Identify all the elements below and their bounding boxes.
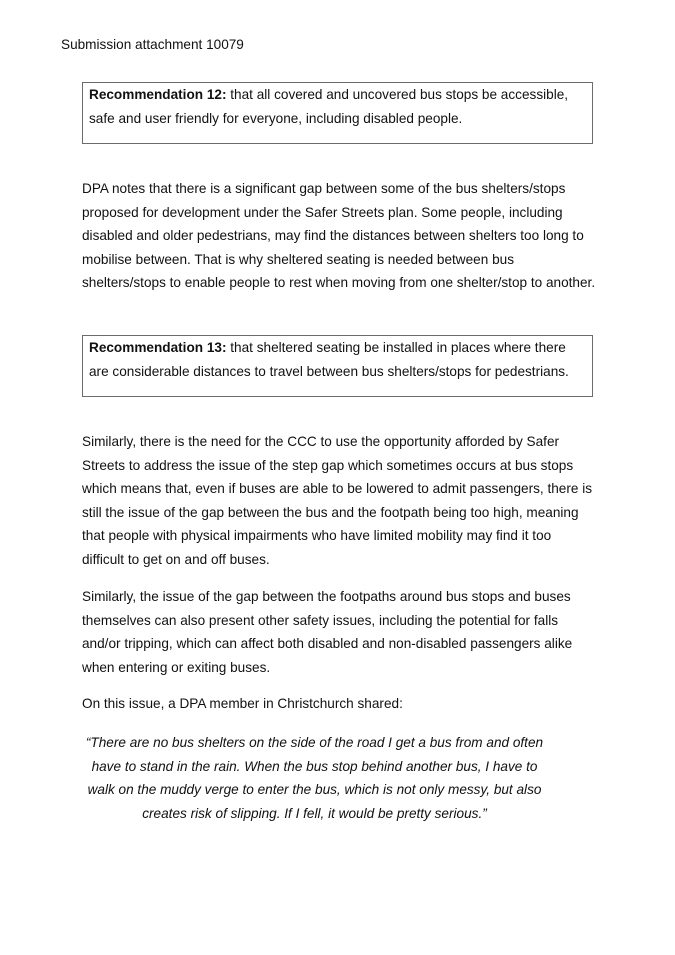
paragraph-shelter-gap: DPA notes that there is a significant gap between some of the bus shelters/stops proposed for development under the Safer Streets plan. Some people, including disabled and older pedestrians, may find the distances between shelters too long to mobilise between. That is why sheltered seating is needed between bus shelters/stops to enable people to rest when moving from one shelter/stop to another. [82,181,596,290]
recommendation-12-body: that all covered and uncovered bus stops be accessible, safe and user friendly for everyone, including disabled people. [89,87,569,126]
paragraph-step-gap: Similarly, there is the need for the CCC to use the opportunity afforded by Safer Streets to address the issue of the step gap which sometimes occurs at bus stops which means that, even if buses are able to be lowered to admit passengers, there is still the issue of the gap between the bus and the footpath being too high, meaning that people with physical impairments who have limited mobility may find it too difficult to get on and off buses. [82,434,593,567]
recommendation-12-text [89,83,586,130]
page-header: Submission attachment 10079 [61,37,244,52]
recommendation-12-lead: Recommendation 12: [89,87,227,102]
recommendation-13-body: that sheltered seating be installed in places where there are considerable distances to travel between bus shelters/stops for pedestrians. [89,340,569,379]
paragraph-safety-issues: Similarly, the issue of the gap between the footpaths around bus stops and buses themselves can also present other safety issues, including the potential for falls and/or tripping, which can affect both disabled and non-disabled passengers alike when entering or exiting buses. [82,589,573,675]
recommendation-12-box [82,82,593,144]
recommendation-13-box [82,335,593,397]
recommendation-13-lead: Recommendation 13: [89,340,227,355]
paragraph-member-intro: On this issue, a DPA member in Christchurch shared: [82,696,403,711]
member-quote: “There are no bus shelters on the side of the road I get a bus from and often have to stand in the rain. When the bus stop behind another bus, I have to walk on the muddy verge to enter the bus, which is not only messy, but also creates risk of slipping. If I fell, it would be pretty serious.” [85,735,544,821]
recommendation-13-text [89,336,586,383]
